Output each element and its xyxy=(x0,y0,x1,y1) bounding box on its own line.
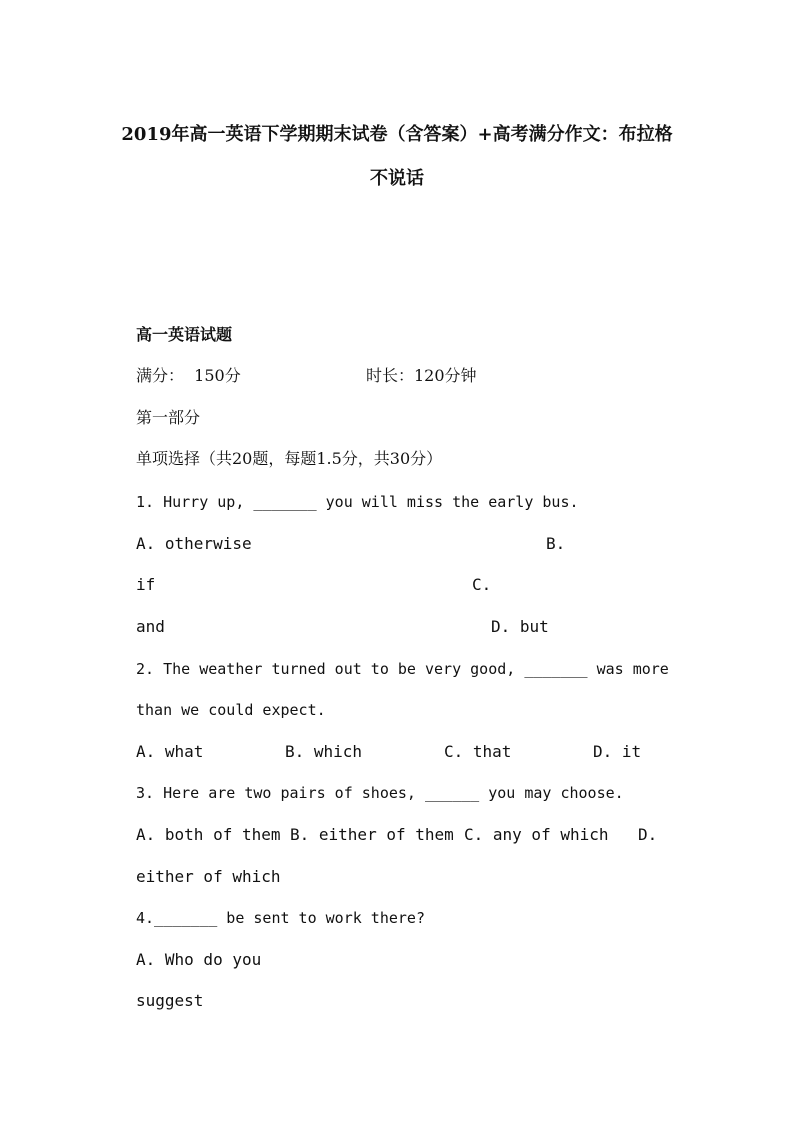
question-4-option-a: A. Who do you xyxy=(136,950,262,969)
question-3-option-a: A. both of them xyxy=(136,825,281,844)
question-3-text: 3. Here are two pairs of shoes, ______ you may choose. xyxy=(136,784,624,802)
question-3-option-d-text: either of which xyxy=(136,867,281,886)
question-3-option-b: B. either of them xyxy=(290,825,454,844)
section-title: 高一英语试题 xyxy=(136,325,233,344)
question-2-option-b: B. which xyxy=(285,742,363,761)
question-4-option-a-continued: suggest xyxy=(136,991,204,1010)
question-2-text-line-1: 2. The weather turned out to be very good, _______ was more xyxy=(136,660,669,678)
question-1-option-d: D. but xyxy=(491,617,549,636)
question-4-text: 4._______ be sent to work there? xyxy=(136,909,425,927)
question-2-text-line-2: than we could expect. xyxy=(136,701,326,719)
question-2-option-c: C. that xyxy=(444,742,512,761)
question-1-option-c-label: C. xyxy=(472,575,492,594)
question-3-option-d-label: D. xyxy=(638,825,658,844)
document-title-line-2: 不说话 xyxy=(370,168,424,189)
question-1-option-c-text: and xyxy=(136,617,165,636)
question-2-option-a: A. what xyxy=(136,742,204,761)
question-1-option-b-text: if xyxy=(136,575,156,594)
time-label: 时长：120分钟 xyxy=(366,366,477,385)
question-2-option-d: D. it xyxy=(593,742,642,761)
part-heading: 第一部分 xyxy=(136,408,201,427)
instructions: 单项选择（共20题，每题1.5分，共30分） xyxy=(136,449,443,468)
document-title-line-1: 2019年高一英语下学期期末试卷（含答案）+高考满分作文：布拉格 xyxy=(121,124,673,145)
question-1-text: 1. Hurry up, _______ you will miss the early bus. xyxy=(136,493,579,511)
question-1-option-b-label: B. xyxy=(546,534,566,553)
question-1-option-a: A. otherwise xyxy=(136,534,252,553)
question-3-option-c: C. any of which xyxy=(464,825,609,844)
score-label: 满分： 150分 xyxy=(136,366,241,385)
